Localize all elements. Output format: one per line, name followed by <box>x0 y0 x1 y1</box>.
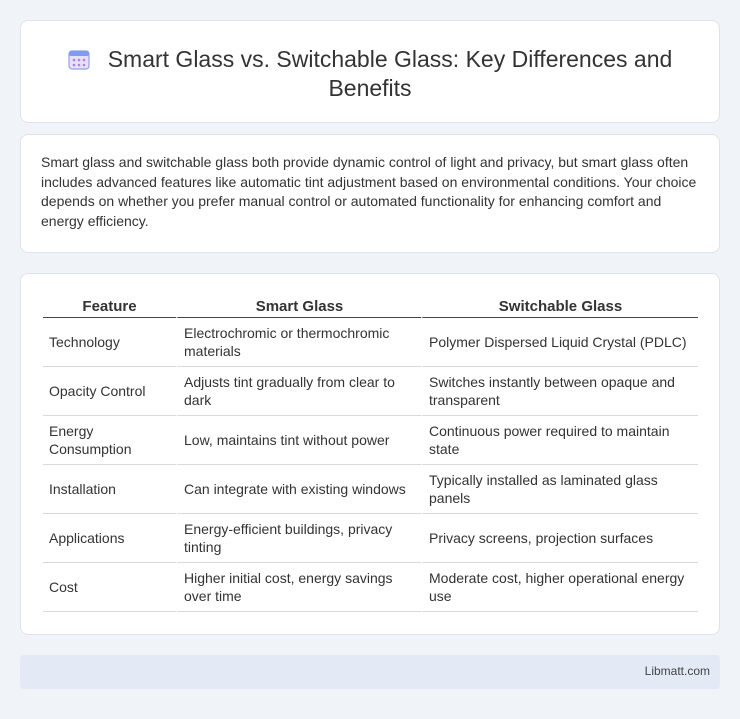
footer-brand-link[interactable]: Libmatt.com <box>644 664 710 678</box>
comparison-card <box>20 273 720 635</box>
table-row <box>43 465 698 514</box>
smart-glass-cell: Higher initial cost, energy savings over time <box>176 563 421 612</box>
intro-paragraph: Smart glass and switchable glass both provide dynamic control of light and privacy, but smart glass often includes advanced features like automatic tint adjustment based on environmental conditions. Your choice depends on whether you prefer manual control or automated functionality for enhancing comfort and energy efficiency. <box>41 154 697 229</box>
comparison-table <box>43 294 698 612</box>
calendar-icon <box>68 48 90 70</box>
table-header-row <box>43 294 698 318</box>
table-row <box>43 563 698 612</box>
feature-cell: Cost <box>43 563 176 612</box>
table-row <box>43 514 698 563</box>
page-title-row <box>61 45 679 103</box>
smart-glass-cell: Can integrate with existing windows <box>176 465 421 514</box>
column-header: Smart Glass <box>176 294 421 318</box>
page-title: Smart Glass vs. Switchable Glass: Key Differences and Benefits <box>107 46 673 101</box>
column-header: Switchable Glass <box>421 294 698 318</box>
switchable-glass-cell: Moderate cost, higher operational energy use <box>421 563 698 612</box>
footer-bar <box>20 655 720 689</box>
switchable-glass-cell: Continuous power required to maintain state <box>421 416 698 465</box>
feature-cell: Applications <box>43 514 176 563</box>
switchable-glass-cell: Polymer Dispersed Liquid Crystal (PDLC) <box>421 318 698 367</box>
table-row <box>43 367 698 416</box>
switchable-glass-cell: Switches instantly between opaque and transparent <box>421 367 698 416</box>
feature-cell: Installation <box>43 465 176 514</box>
smart-glass-cell: Electrochromic or thermochromic materials <box>176 318 421 367</box>
feature-cell: Energy Consumption <box>43 416 176 465</box>
feature-cell: Opacity Control <box>43 367 176 416</box>
switchable-glass-cell: Typically installed as laminated glass panels <box>421 465 698 514</box>
switchable-glass-cell: Privacy screens, projection surfaces <box>421 514 698 563</box>
intro-card <box>20 134 720 253</box>
column-header: Feature <box>43 294 176 318</box>
smart-glass-cell: Low, maintains tint without power <box>176 416 421 465</box>
feature-cell: Technology <box>43 318 176 367</box>
smart-glass-cell: Adjusts tint gradually from clear to dark <box>176 367 421 416</box>
table-row <box>43 318 698 367</box>
title-card <box>20 20 720 123</box>
smart-glass-cell: Energy-efficient buildings, privacy tinting <box>176 514 421 563</box>
table-row <box>43 416 698 465</box>
